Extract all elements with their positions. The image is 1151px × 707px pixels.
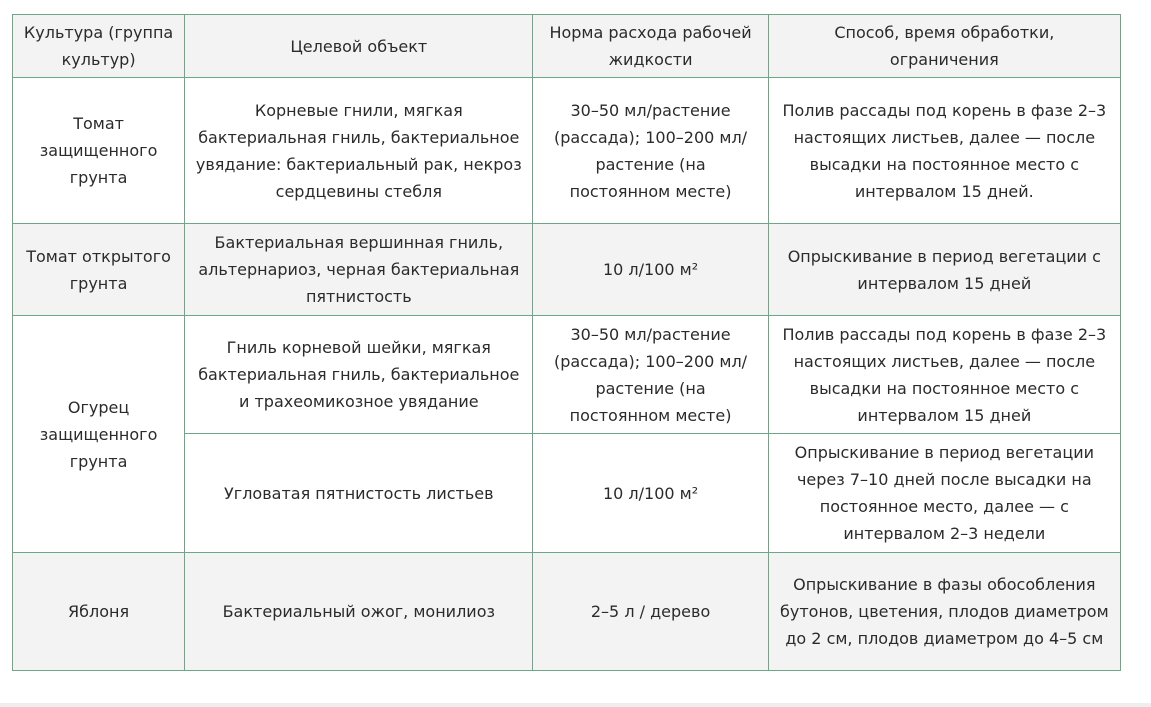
cell-method: Опрыскивание в фазы обособления бутонов, цветения, плодов диаметром до 2 см, плодов диаметром до 4–5 см	[768, 553, 1120, 671]
cell-method: Опрыскивание в период вегетации через 7–10 дней после высадки на постоянное место, далее — с интервалом 2–3 недели	[768, 434, 1120, 553]
cell-rate: 10 л/100 м²	[533, 224, 768, 316]
table-row	[13, 553, 1121, 671]
page-divider	[0, 703, 1151, 707]
cell-target: Бактериальный ожог, монилиоз	[185, 553, 533, 671]
cell-target: Бактериальная вершинная гниль, альтернариоз, черная бактериальная пятнистость	[185, 224, 533, 316]
table-row	[13, 316, 1121, 434]
cell-target: Корневые гнили, мягкая бактериальная гниль, бактериальное увядание: бактериальный рак, некроз сердцевины стебля	[185, 78, 533, 224]
cell-method: Опрыскивание в период вегетации с интервалом 15 дней	[768, 224, 1120, 316]
table-header	[13, 15, 1121, 78]
header-rate: Норма расхода рабочей жидкости	[533, 15, 768, 78]
treatment-table	[12, 14, 1121, 671]
cell-rate: 30–50 мл/растение (рассада); 100–200 мл/растение (на постоянном месте)	[533, 78, 768, 224]
table-body	[13, 78, 1121, 671]
cell-culture: Яблоня	[13, 553, 185, 671]
cell-rate: 30–50 мл/растение (рассада); 100–200 мл/растение (на постоянном месте)	[533, 316, 768, 434]
cell-target: Гниль корневой шейки, мягкая бактериальная гниль, бактериальное и трахеомикозное увядание	[185, 316, 533, 434]
header-culture: Культура (группа культур)	[13, 15, 185, 78]
header-target: Целевой объект	[185, 15, 533, 78]
cell-rate: 10 л/100 м²	[533, 434, 768, 553]
header-row	[13, 15, 1121, 78]
cell-method: Полив рассады под корень в фазе 2–3 настоящих листьев, далее — после высадки на постоянное место с интервалом 15 дней	[768, 316, 1120, 434]
cell-culture: Томат защищенного грунта	[13, 78, 185, 224]
cell-method: Полив рассады под корень в фазе 2–3 настоящих листьев, далее — после высадки на постоянное место с интервалом 15 дней.	[768, 78, 1120, 224]
cell-culture: Огурец защищенного грунта	[13, 316, 185, 553]
cell-target: Угловатая пятнистость листьев	[185, 434, 533, 553]
table-row	[13, 224, 1121, 316]
header-method: Способ, время обработки, ограничения	[768, 15, 1120, 78]
cell-culture: Томат открытого грунта	[13, 224, 185, 316]
cell-rate: 2–5 л / дерево	[533, 553, 768, 671]
table-row	[13, 78, 1121, 224]
